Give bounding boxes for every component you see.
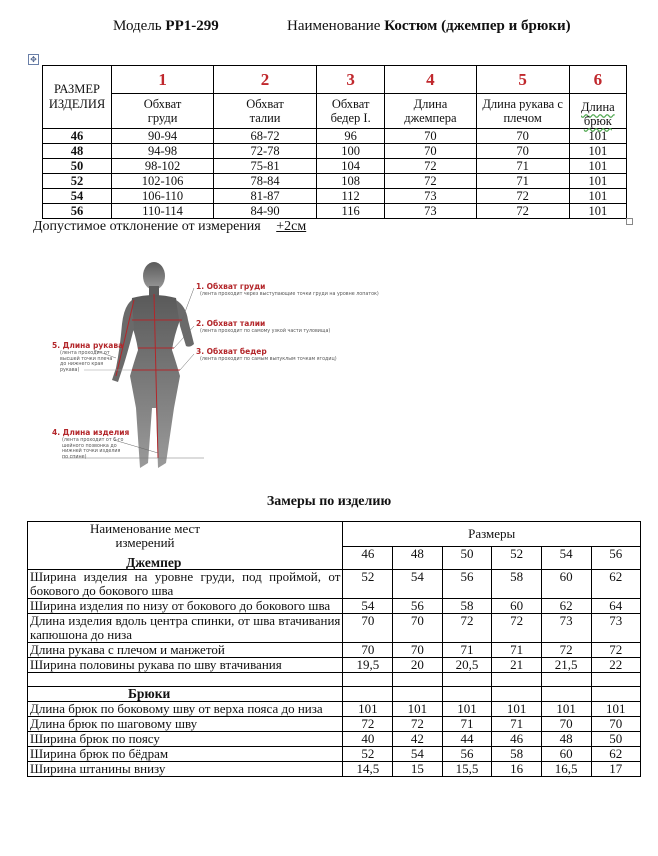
measure-label: Ширина половины рукава по шву втачивания xyxy=(28,658,343,673)
measure-value: 15 xyxy=(393,762,442,777)
column-number: 2 xyxy=(214,66,317,94)
column-header: Обхват бедер I. xyxy=(316,94,384,129)
size-cell: 70 xyxy=(476,144,569,159)
measure-header-cell xyxy=(28,522,343,570)
size-cell: 90-94 xyxy=(112,129,214,144)
measure-value: 71 xyxy=(442,643,492,658)
size-cell: 72 xyxy=(385,159,476,174)
table-row xyxy=(28,717,641,732)
measure-label: Длина брюк по боковому шву от верха пояса до низа xyxy=(28,702,343,717)
figure-label-hips: 3. Обхват бедер xyxy=(196,347,267,356)
size-column-header: 46 xyxy=(343,547,393,570)
measure-value: 71 xyxy=(492,717,541,732)
name-label: Наименование xyxy=(287,18,381,34)
measure-value: 21,5 xyxy=(541,658,591,673)
measure-value: 70 xyxy=(393,614,442,643)
empty-cell xyxy=(591,687,640,702)
table-row xyxy=(28,702,641,717)
measure-value: 19,5 xyxy=(343,658,393,673)
measure-value: 60 xyxy=(541,747,591,762)
column-header: Длина рукава с плечом xyxy=(476,94,569,129)
trousers-category-row xyxy=(28,687,641,702)
empty-cell xyxy=(343,673,393,687)
measure-value: 72 xyxy=(393,717,442,732)
size-corner-header: РАЗМЕР ИЗДЕЛИЯ xyxy=(43,66,112,129)
model-value: PP1-299 xyxy=(165,18,219,34)
resize-handle[interactable] xyxy=(626,218,633,225)
size-column-header: 48 xyxy=(393,547,442,570)
measure-value: 60 xyxy=(541,570,591,599)
measure-value: 56 xyxy=(442,570,492,599)
table-row xyxy=(28,747,641,762)
table-row xyxy=(28,599,641,614)
measure-value: 72 xyxy=(442,614,492,643)
measure-value: 64 xyxy=(591,599,640,614)
empty-cell xyxy=(28,673,343,687)
measure-value: 22 xyxy=(591,658,640,673)
measure-value: 71 xyxy=(442,717,492,732)
tolerance-note xyxy=(33,219,306,235)
figure-label-chest: 1. Обхват груди xyxy=(196,282,266,291)
size-cell: 101 xyxy=(569,129,626,144)
measurements-section-title: Замеры по изделию xyxy=(266,494,392,509)
figure-note-chest: (лента проходит через выступающие точки груди на уровне лопаток) xyxy=(200,292,379,297)
size-cell: 100 xyxy=(316,144,384,159)
measure-label: Ширина изделия на уровне груди, под проймой, от бокового до бокового шва xyxy=(28,570,343,599)
size-chart-table xyxy=(42,65,627,219)
empty-cell xyxy=(393,687,442,702)
column-number: 1 xyxy=(112,66,214,94)
measure-value: 62 xyxy=(591,747,640,762)
measure-value: 54 xyxy=(393,747,442,762)
size-value: 46 xyxy=(43,129,112,144)
figure-label-waist: 2. Обхват талии xyxy=(196,319,266,328)
measure-value: 42 xyxy=(393,732,442,747)
empty-cell xyxy=(442,687,492,702)
table-row xyxy=(28,614,641,643)
garment-measurements-table xyxy=(27,521,641,777)
tolerance-value: +2см xyxy=(276,219,307,234)
measure-value: 56 xyxy=(393,599,442,614)
column-header: Длина джемпера xyxy=(385,94,476,129)
size-cell: 68-72 xyxy=(214,129,317,144)
empty-cell xyxy=(393,673,442,687)
measurement-figure xyxy=(52,258,379,476)
empty-cell xyxy=(541,673,591,687)
column-number: 5 xyxy=(476,66,569,94)
figure-label-length: 4. Длина изделия xyxy=(52,428,130,437)
measure-value: 101 xyxy=(541,702,591,717)
size-column-header: 56 xyxy=(591,547,640,570)
column-header: Обхват груди xyxy=(112,94,214,129)
measure-label: Длина рукава с плечом и манжетой xyxy=(28,643,343,658)
measure-value: 60 xyxy=(492,599,541,614)
size-cell: 81-87 xyxy=(214,189,317,204)
measure-value: 56 xyxy=(442,747,492,762)
size-cell: 72 xyxy=(476,204,569,219)
size-cell: 70 xyxy=(385,129,476,144)
tolerance-text: Допустимое отклонение от измерения xyxy=(33,219,261,234)
size-cell: 72 xyxy=(476,189,569,204)
measure-value: 15,5 xyxy=(442,762,492,777)
measure-value: 54 xyxy=(393,570,442,599)
measure-value: 58 xyxy=(492,570,541,599)
model-label: Модель xyxy=(113,18,162,34)
size-column-header: 52 xyxy=(492,547,541,570)
measure-value: 46 xyxy=(492,732,541,747)
measure-value: 48 xyxy=(541,732,591,747)
table-row xyxy=(28,658,641,673)
measure-value: 14,5 xyxy=(343,762,393,777)
size-cell: 84-90 xyxy=(214,204,317,219)
measure-value: 101 xyxy=(591,702,640,717)
size-cell: 72-78 xyxy=(214,144,317,159)
column-header: Обхват талии xyxy=(214,94,317,129)
trousers-category-label: Брюки xyxy=(28,687,343,702)
measure-value: 54 xyxy=(343,599,393,614)
measure-value: 72 xyxy=(591,643,640,658)
size-row xyxy=(43,204,627,219)
empty-cell xyxy=(442,673,492,687)
measure-value: 70 xyxy=(343,614,393,643)
empty-cell xyxy=(343,687,393,702)
measure-value: 72 xyxy=(541,643,591,658)
measure-header-label: Наименование мест измерений xyxy=(89,521,200,550)
size-cell: 104 xyxy=(316,159,384,174)
measure-value: 101 xyxy=(343,702,393,717)
size-cell: 70 xyxy=(385,144,476,159)
measure-value: 40 xyxy=(343,732,393,747)
size-cell: 101 xyxy=(569,159,626,174)
measure-value: 101 xyxy=(492,702,541,717)
table-row xyxy=(28,762,641,777)
figure-note-length: (лента проходит от 6-го шейного позвонка до нижней точки изделия по спине) xyxy=(62,438,124,460)
measure-value: 72 xyxy=(492,614,541,643)
size-cell: 108 xyxy=(316,174,384,189)
size-cell: 73 xyxy=(385,204,476,219)
measure-label: Ширина изделия по низу от бокового до бокового шва xyxy=(28,599,343,614)
empty-cell xyxy=(541,687,591,702)
table-row xyxy=(28,643,641,658)
measure-value: 20,5 xyxy=(442,658,492,673)
column-number: 3 xyxy=(316,66,384,94)
empty-cell xyxy=(492,673,541,687)
size-row xyxy=(43,144,627,159)
measure-value: 16,5 xyxy=(541,762,591,777)
measure-value: 72 xyxy=(343,717,393,732)
size-cell: 78-84 xyxy=(214,174,317,189)
size-row xyxy=(43,174,627,189)
measure-label: Ширина брюк по бёдрам xyxy=(28,747,343,762)
measure-value: 58 xyxy=(442,599,492,614)
size-cell: 106-110 xyxy=(112,189,214,204)
size-cell: 71 xyxy=(476,174,569,189)
jumper-category-label: Джемпер xyxy=(126,555,182,570)
size-cell: 101 xyxy=(569,144,626,159)
size-cell: 101 xyxy=(569,204,626,219)
measure-value: 17 xyxy=(591,762,640,777)
size-cell: 94-98 xyxy=(112,144,214,159)
measure-value: 58 xyxy=(492,747,541,762)
measure-label: Ширина штанины внизу xyxy=(28,762,343,777)
size-cell: 116 xyxy=(316,204,384,219)
size-cell: 73 xyxy=(385,189,476,204)
move-handle-icon[interactable]: ✥ xyxy=(28,54,39,65)
column-number: 4 xyxy=(385,66,476,94)
size-value: 56 xyxy=(43,204,112,219)
empty-cell xyxy=(492,687,541,702)
name-value: Костюм (джемпер и брюки) xyxy=(384,18,571,34)
size-column-header: 50 xyxy=(442,547,492,570)
measure-value: 44 xyxy=(442,732,492,747)
measure-value: 16 xyxy=(492,762,541,777)
measure-value: 73 xyxy=(591,614,640,643)
size-cell: 71 xyxy=(476,159,569,174)
measure-value: 52 xyxy=(343,570,393,599)
product-name-heading xyxy=(287,18,571,35)
measure-value: 21 xyxy=(492,658,541,673)
size-cell: 75-81 xyxy=(214,159,317,174)
empty-cell xyxy=(591,673,640,687)
size-cell: 72 xyxy=(385,174,476,189)
measure-label: Длина брюк по шаговому шву xyxy=(28,717,343,732)
measure-value: 70 xyxy=(343,643,393,658)
spacer-row xyxy=(28,673,641,687)
measure-label: Длина изделия вдоль центра спинки, от шва втачивания капюшона до низа xyxy=(28,614,343,643)
size-cell: 101 xyxy=(569,189,626,204)
figure-note-waist: (лента проходит по самому узкой части туловища) xyxy=(200,329,331,334)
model-heading xyxy=(113,18,219,35)
measure-value: 50 xyxy=(591,732,640,747)
size-cell: 101 xyxy=(569,174,626,189)
measure-value: 101 xyxy=(393,702,442,717)
size-cell: 70 xyxy=(476,129,569,144)
size-cell: 96 xyxy=(316,129,384,144)
size-value: 50 xyxy=(43,159,112,174)
measure-value: 73 xyxy=(541,614,591,643)
figure-note-hips: (лента проходит по самым выпуклым точкам ягодиц) xyxy=(200,357,337,362)
column-number: 6 xyxy=(569,66,626,94)
size-cell: 112 xyxy=(316,189,384,204)
size-cell: 110-114 xyxy=(112,204,214,219)
size-row xyxy=(43,189,627,204)
size-row xyxy=(43,159,627,174)
size-row xyxy=(43,129,627,144)
size-value: 54 xyxy=(43,189,112,204)
size-value: 52 xyxy=(43,174,112,189)
measure-value: 101 xyxy=(442,702,492,717)
size-value: 48 xyxy=(43,144,112,159)
measure-value: 71 xyxy=(492,643,541,658)
size-cell: 98-102 xyxy=(112,159,214,174)
measure-value: 20 xyxy=(393,658,442,673)
sizes-header: Размеры xyxy=(343,522,641,547)
size-column-header: 54 xyxy=(541,547,591,570)
measure-value: 70 xyxy=(541,717,591,732)
table-row xyxy=(28,570,641,599)
measure-label: Ширина брюк по поясу xyxy=(28,732,343,747)
column-header: Длина брюк xyxy=(569,94,626,129)
table-row xyxy=(28,732,641,747)
measure-value: 62 xyxy=(541,599,591,614)
measure-value: 62 xyxy=(591,570,640,599)
measure-value: 70 xyxy=(591,717,640,732)
figure-label-sleeve: 5. Длина рукава xyxy=(52,341,124,350)
size-cell: 102-106 xyxy=(112,174,214,189)
measure-value: 52 xyxy=(343,747,393,762)
measure-value: 70 xyxy=(393,643,442,658)
figure-note-sleeve: (лента проходит от высшей точки плеча до нижнего края рукава) xyxy=(60,351,113,373)
